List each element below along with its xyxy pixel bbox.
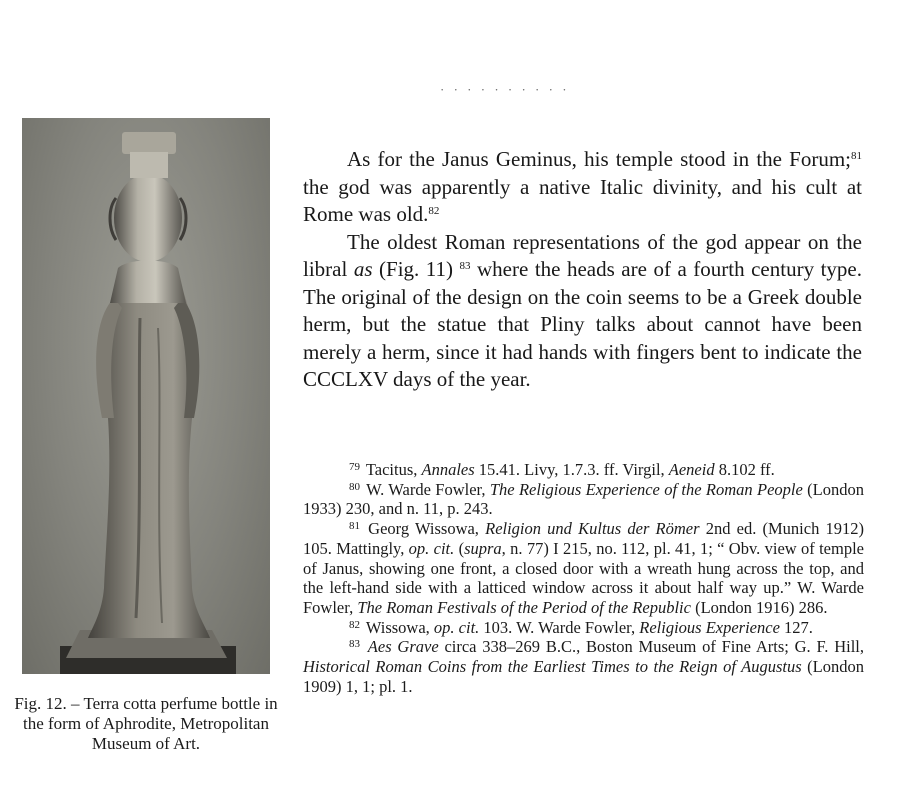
footnote xyxy=(303,460,864,480)
paragraph xyxy=(303,229,862,394)
italic-title: op. cit. xyxy=(433,617,480,637)
footnote-ref: 83 xyxy=(459,260,471,272)
footnote-ref: 82 xyxy=(428,205,440,217)
text-run: 127. xyxy=(779,617,813,637)
text-run: Georg Wissowa, xyxy=(368,519,486,539)
text-run: the god was apparently a native Italic divinity, and his cult at Rome was old. xyxy=(303,174,862,226)
text-run: Tacitus, xyxy=(365,460,422,479)
footnotes xyxy=(303,460,864,696)
text-run: circa 338–269 B.C., Boston Museum of Fine Arts; G. F. Hill, xyxy=(438,637,865,657)
text-run: W. Warde Fowler, xyxy=(366,479,490,499)
text-run: As for the Janus Geminus, his temple stood in the Forum; xyxy=(347,147,851,171)
italic-title: Religion und Kultus der Römer xyxy=(485,519,700,539)
text-run: 15.41. Livy, 1.7.3. ff. Virgil, xyxy=(474,460,669,479)
figure-photo xyxy=(22,118,270,674)
italic-title: Aeneid xyxy=(668,460,715,479)
footnote-number: 81 xyxy=(349,520,360,533)
cut-off-header-line: · · · · · · · · · · xyxy=(440,82,570,97)
text-run: (Fig. 11) xyxy=(372,257,460,281)
footnote xyxy=(303,480,864,519)
italic-term: as xyxy=(353,257,373,281)
text-run: (London 1916) 286. xyxy=(690,597,828,617)
italic-title: Religious Experience xyxy=(639,617,780,637)
italic-title: op. cit. xyxy=(408,538,455,558)
italic-title: Aes Grave xyxy=(367,637,439,657)
footnote-number: 83 xyxy=(349,638,360,651)
text-run: , n. 77) I 215, no. 112, pl. 41, 1; “ Obv. view of temple of Janus, showing one front, a closed door with a wreath hung across the top, and the left-hand side with a latticed window across it about half way up.” W. Warde Fowler, xyxy=(303,538,864,617)
footnote xyxy=(303,637,864,696)
statue-figure-icon xyxy=(22,118,270,674)
footnote-ref: 81 xyxy=(851,150,862,162)
footnote-number: 82 xyxy=(349,618,360,631)
text-run: 103. W. Warde Fowler, xyxy=(479,617,640,637)
text-run: The oldest Roman representations of the god appear on the libral xyxy=(303,229,862,281)
text-run: 8.102 ff. xyxy=(714,460,775,479)
italic-title: The Religious Experience of the Roman People xyxy=(489,479,803,499)
paragraph xyxy=(303,146,862,229)
footnote-number: 79 xyxy=(349,461,360,473)
text-run: ( xyxy=(454,538,465,558)
text-run: Wissowa, xyxy=(365,617,434,637)
italic-title: The Roman Festivals of the Period of the Republic xyxy=(357,597,691,617)
main-text xyxy=(303,146,862,394)
footnote-number: 80 xyxy=(349,480,360,493)
text-run: 2nd ed. (Munich 1912) 105. Mattingly, xyxy=(303,519,864,558)
italic-title: Annales xyxy=(421,460,475,479)
footnote xyxy=(303,519,864,618)
text-run: where the heads are of a fourth century type. The original of the design on the coin seems to be a Greek double herm, but the statue that Pliny talks about cannot have been merely a herm, since it had hands with fingers bent to indicate the CCCLXV days of the year. xyxy=(303,257,862,391)
text-run: (London 1933) 230, and n. 11, p. 243. xyxy=(303,479,865,519)
figure-caption: Fig. 12. – Terra cotta perfume bottle in the form of Aphrodite, Metropolitan Museum of Art. xyxy=(14,694,278,753)
text-run: (London 1909) 1, 1; pl. 1. xyxy=(303,657,864,696)
italic-title: Historical Roman Coins from the Earliest Times to the Reign of Augustus xyxy=(303,657,802,677)
footnote xyxy=(303,618,864,638)
italic-title: supra xyxy=(464,538,502,558)
